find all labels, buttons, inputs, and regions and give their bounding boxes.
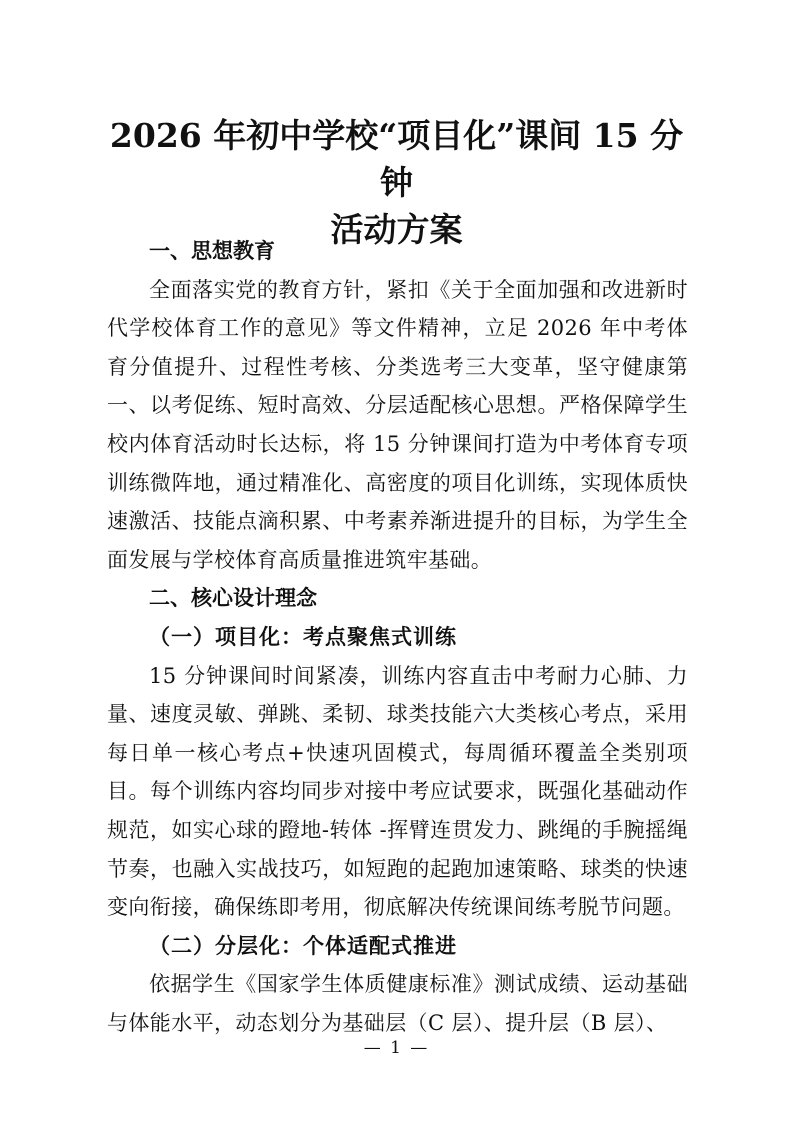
page-number: — 1 — xyxy=(363,1038,430,1058)
subsection-paragraph-layered: 依据学生《国家学生体质健康标准》测试成绩、运动基础与体能水平，动态划分为基础层（C 层）、提升层（B 层）、 xyxy=(107,972,688,1035)
section-heading-design-concept: 二、核心设计理念 xyxy=(149,586,317,611)
subsection-heading-layered: （二）分层化：个体适配式推进 xyxy=(149,932,457,958)
subsection-paragraph-project: 15 分钟课间时间紧凑，训练内容直击中考耐力心肺、力量、速度灵敏、弹跳、柔韧、球类技能六大类核心考点，采用每日单一核心考点+快速巩固模式，每周循环覆盖全类别项目。每个训练内容均同步对接中考应试要求，既强化基础动作规范，如实心球的蹬地-转体 -挥臂连贯发力、跳绳的手腕摇绳节奏，也融入实战技巧，如短跑的起跑加速策略、球类的快速变向衔接，确保练即考用，彻底解决传统课间练考脱节问题。 xyxy=(107,663,688,920)
subsection-heading-project: （一）项目化：考点聚焦式训练 xyxy=(149,623,457,649)
section-paragraph-ideology: 全面落实党的教育方针，紧扣《关于全面加强和改进新时代学校体育工作的意见》等文件精神，立足 2026 年中考体育分值提升、过程性考核、分类选考三大变革，坚守健康第一、以考促练、短时高效、分层适配核心思想。严格保障学生校内体育活动时长达标，将 15 分钟课间打造为中考体育专项训练微阵地，通过精准化、高密度的项目化训练，实现体质快速激活、技能点滴积累、中考素养渐进提升的目标，为学生全面发展与学校体育高质量推进筑牢基础。 xyxy=(107,277,688,572)
title-line-1: 2026 年初中学校“项目化”课间 15 分钟 xyxy=(109,116,684,202)
section-heading-ideology: 一、思想教育 xyxy=(149,239,275,263)
document-body xyxy=(107,232,688,1042)
title-line-2: 活动方案 xyxy=(330,210,463,249)
